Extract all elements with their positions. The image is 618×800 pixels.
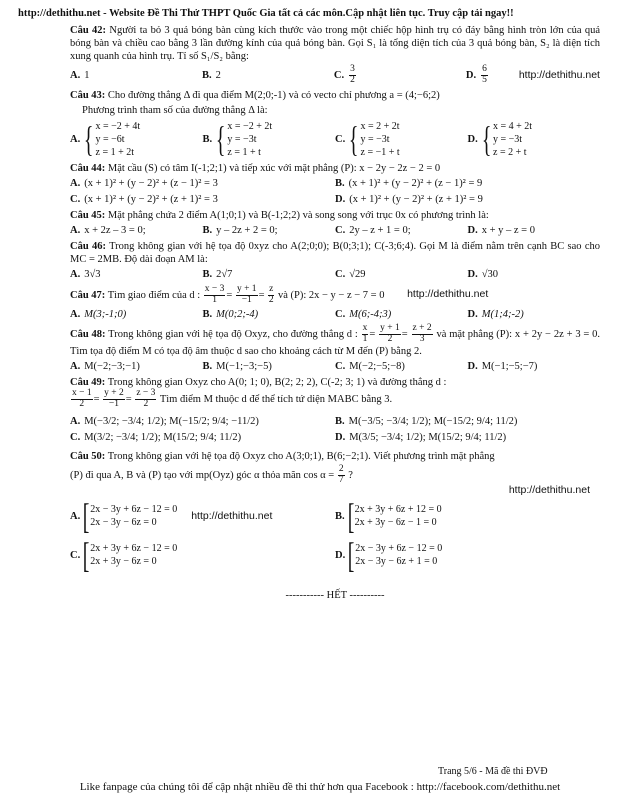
q44-options-cd [70, 193, 600, 206]
q50-text-line2: (P) đi qua A, B và (P) tạo với mp(Oyz) góc α thỏa mãn cos α = $\frac{2}{7}$ ? [70, 464, 353, 486]
q43-option-d: D. { x = 4 + 2t y = −3t z = 2 + t [467, 119, 533, 160]
site-watermark: http://dethithu.net [191, 509, 273, 522]
q46-options [70, 268, 600, 281]
q45-options [70, 224, 600, 237]
q43-text: Cho đường thẳng Δ đi qua điểm M(2;0;-1) và có vecto chỉ phương a = (4;−6;2) [107, 90, 440, 102]
q48-option-a: A. M(−2;−3;−1) [70, 360, 140, 372]
question-48: Câu 48: Trong không gian với hệ tọa độ Oxyz, cho đường thẳng d : $\frac{x}{1}$ = $\frac{y + 1}{2}$ = $\frac{z + 2}{3}$ và mặt phẳng (P): x + 2y − 2z + 3 = 0. Tìm tọa độ điểm M có tọa độ âm thuộc d sao cho khoảng cách từ M đến (P) bằng 2. [70, 322, 601, 357]
q49-option-b: B. M(−3/5; −3/4; 1/2); M(−15/2; 9/4; 11/2) [335, 415, 518, 427]
q42-options [70, 65, 600, 86]
q47-option-b: B. M(0;2;-4) [202, 308, 259, 320]
q44-option-c: C. (x + 1)² + (y − 2)² + (z + 1)² = 3 [70, 193, 218, 205]
q44-option-b: B. (x + 1)² + (y − 2)² + (z − 1)² = 9 [335, 177, 483, 189]
question-47: Câu 47: Tìm giao điểm của d : $\frac{x - 3}{1}$ = $\frac{y + 1}{-1}$ = $\frac{z}{2}$ và (P): 2x − y − z − 7 = 0 http://dethithu.net [70, 283, 489, 305]
q48-option-c: C. M(−2;−5;−8) [335, 360, 405, 372]
q42-text: Người ta bỏ 3 quả bóng bàn cùng kích thước vào trong một chiếc hộp hình trụ có đáy bằng hình tròn lớn của quả bóng bàn và chiều cao bằng 3 lần đường kính của quả bóng bàn. Gọi S₁ là tổng diện tích của 3 quả bóng bàn, S₂ là diện tích xung quanh của hình trụ. Tỉ số S₁/S₂ bằng: [70, 25, 601, 63]
q45-option-b: B. y – 2z + 2 = 0; [202, 225, 278, 237]
question-46: Câu 46: Trong không gian với hệ tọa độ 0xyz cho A(2;0;0); B(0;3;1); C(-3;6;4). Gọi M là điểm nằm trên cạnh BC sao cho MC = 2MB. Độ dài đoạn AM là: [70, 241, 601, 266]
q48-options [70, 360, 600, 373]
q42-option-b: B. 2 [201, 70, 221, 82]
q50-options-cd [70, 535, 600, 576]
q48-option-d: D. M(−1;−5;−7) [467, 360, 538, 372]
end-marker: ----------- HẾT ---------- [285, 590, 385, 602]
q46-option-a: A. 3√3 [70, 269, 101, 281]
q43-subtext: Phương trình tham số của đường thẳng Δ là: [82, 105, 268, 117]
site-watermark: http://dethithu.net [407, 288, 489, 301]
q49-option-d: D. M(3/5; −3/4; 1/2); M(15/2; 9/4; 11/2) [335, 432, 507, 443]
q42-option-a: A. 1 [70, 70, 90, 82]
q47-option-d: D. M(1;4;-2) [467, 308, 524, 320]
q42-option-c: C. $\frac{3}{2}$ [333, 64, 355, 86]
q50-option-c: C. [ 2x + 3y + 6z − 12 = 0 2x + 3y − 6z = 0 [70, 535, 178, 576]
question-50: Câu 50: Trong không gian với hệ tọa độ Oxyz cho A(3;0;1), B(6;−2;1). Viết phương trình mặt phẳng [70, 451, 495, 463]
q48-option-b: B. M(−1;−3;−5) [202, 360, 272, 372]
q50-option-b: B. [ 2x + 3y + 6z + 12 = 0 2x + 3y − 6z − 1 = 0 [335, 496, 442, 537]
q42-option-d: D. $\frac{6}{5}$ http://dethithu.net [465, 64, 600, 86]
q49-options-cd [70, 431, 600, 444]
site-watermark: http://dethithu.net [518, 69, 600, 82]
q43-option-a: A. { x = −2 + 4t y = −6t z = 1 + 2t [70, 119, 141, 160]
q43-option-b: B. { x = −2 + 2t y = −3t z = 1 + t [202, 119, 273, 160]
page-header: http://dethithu.net - Website Đề Thi Thử THPT Quốc Gia tất cả các môn.Cập nhật liên tục. Truy cập tải ngay!! [18, 8, 514, 19]
q44-option-d: D. (x + 1)² + (y − 2)² + (z + 1)² = 9 [335, 193, 483, 205]
q49-options-ab [70, 415, 600, 428]
question-44: Câu 44: Mặt cầu (S) có tâm I(-1;2;1) và tiếp xúc với mặt phẳng (P): x − 2y − 2z − 2 = 0 [70, 162, 441, 174]
q49-option-a: A. M(−3/2; −3/4; 1/2); M(−15/2; 9/4; −11/2) [70, 415, 259, 427]
q47-option-a: A. M(3;-1;0) [70, 308, 127, 320]
site-watermark: http://dethithu.net [508, 484, 590, 497]
exam-sheet [70, 24, 600, 602]
q45-option-d: D. x + y – z = 0 [467, 225, 535, 237]
q45-option-c: C. 2y – z + 1 = 0; [335, 225, 411, 237]
q50-option-a: A. [ 2x − 3y + 6z − 12 = 0 2x − 3y − 6z = 0 http://dethithu.net [70, 496, 273, 537]
q42-number: Câu 42: [70, 25, 107, 36]
q44-option-a: A. (x + 1)² + (y − 2)² + (z − 1)² = 3 [70, 177, 218, 189]
question-45: Câu 45: Mặt phẳng chứa 2 điểm A(1;0;1) và B(-1;2;2) và song song với trục 0x có phương trình là: [70, 209, 489, 221]
q50-option-d: D. [ 2x − 3y + 6z − 12 = 0 2x − 3y − 6z + 1 = 0 [335, 535, 443, 576]
question-43: Câu 43: Cho đường thẳng Δ đi qua điểm M(2;0;-1) và có vecto chỉ phương a = (4;−6;2) [70, 90, 440, 102]
q45-option-a: A. x + 2z – 3 = 0; [70, 225, 146, 237]
q47-options [70, 308, 600, 321]
q47-option-c: C. M(6;-4;3) [335, 308, 392, 320]
question-42 [70, 24, 600, 63]
q46-option-b: B. 2√7 [202, 269, 233, 281]
facebook-footer: Like fanpage của chúng tôi để cập nhật nhiều đề thi thử hơn qua Facebook : http://facebook.com/dethithu.net [79, 781, 561, 793]
q44-options-ab [70, 177, 600, 190]
q46-option-c: C. √29 [335, 269, 366, 281]
q50-options-ab [70, 496, 600, 537]
page-number: Trang 5/6 - Mã đề thi ĐVĐ [438, 766, 548, 777]
question-49: Câu 49: Trong không gian Oxyz cho A(0; 1; 0), B(2; 2; 2), C(-2; 3; 1) và đường thẳng d : $\frac{x - 1}{2}$ = $\frac{y + 2}{-1}$ = $\frac{z - 3}{2}$ Tìm điểm M thuộc d để thể tích tứ diện MABC bằng 3. [70, 376, 447, 409]
q49-option-c: C. M(3/2; −3/4; 1/2); M(15/2; 9/4; 11/2) [70, 432, 242, 443]
q46-option-d: D. √30 [467, 269, 498, 281]
q43-option-c: C. { x = 2 + 2t y = −3t z = −1 + t [335, 119, 400, 160]
q43-options [70, 120, 600, 159]
